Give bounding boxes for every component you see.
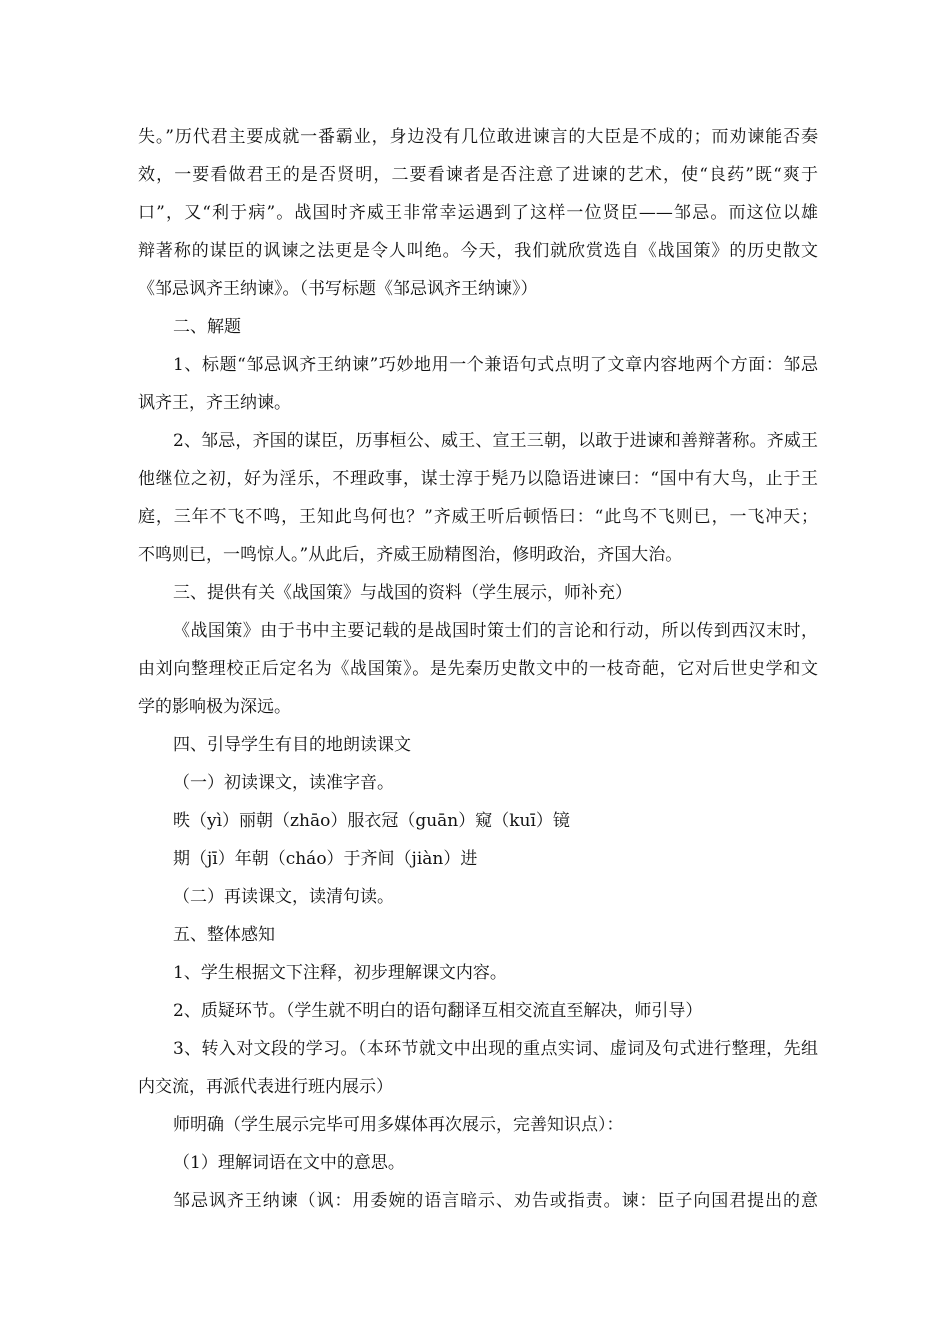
text-line: 四、引导学生有目的地朗读课文: [173, 735, 411, 755]
text-line: 讽齐王，齐王纳谏。: [138, 393, 291, 413]
text-line: 效，一要看做君王的是否贤明，二要看谏者是否注意了进谏的艺术，使“良药”既“爽于: [138, 165, 818, 185]
text-line: 邹忌讽齐王纳谏（讽：用委婉的语言暗示、劝告或指责。谏：臣子向国君提出的意: [173, 1191, 818, 1211]
text-line: 失。”历代君主要成就一番霸业，身边没有几位敢进谏言的大臣是不成的；而劝谏能否奏: [138, 127, 818, 147]
text-line: 2、质疑环节。（学生就不明白的语句翻译互相交流直至解决，师引导）: [173, 1001, 703, 1021]
text-line: 三、提供有关《战国策》与战国的资料（学生展示，师补充）: [173, 583, 632, 603]
text-line: 辩著称的谋臣的讽谏之法更是令人叫绝。今天，我们就欣赏选自《战国策》的历史散文: [138, 241, 818, 261]
text-line: 昳（yì）丽朝（zhāo）服衣冠（guān）窥（kuī）镜: [173, 811, 570, 831]
text-line: 学的影响极为深远。: [138, 697, 291, 717]
text-line: 内交流，再派代表进行班内展示）: [138, 1077, 393, 1097]
text-line: 《邹忌讽齐王纳谏》。（书写标题《邹忌讽齐王纳谏》）: [138, 279, 538, 299]
text-line: （1）理解词语在文中的意思。: [173, 1153, 405, 1173]
text-line: 2、邹忌，齐国的谋臣，历事桓公、威王、宣王三朝，以敢于进谏和善辩著称。齐威王: [173, 431, 818, 451]
text-line: 二、解题: [173, 317, 241, 337]
text-line: 庭，三年不飞不鸣，王知此鸟何也？”齐威王听后顿悟曰：“此鸟不飞则已，一飞冲天；: [138, 507, 818, 527]
text-line: 1、标题“邹忌讽齐王纳谏”巧妙地用一个兼语句式点明了文章内容地两个方面：邹忌: [173, 355, 818, 375]
text-line: 五、整体感知: [173, 925, 275, 945]
text-line: （二）再读课文，读清句读。: [173, 887, 394, 907]
text-line: 3、转入对文段的学习。（本环节就文中出现的重点实词、虚词及句式进行整理，先组: [173, 1039, 818, 1059]
text-line: 他继位之初，好为淫乐，不理政事，谋士淳于髡乃以隐语进谏曰：“国中有大鸟，止于王: [138, 469, 818, 489]
text-line: 师明确（学生展示完毕可用多媒体再次展示，完善知识点）：: [173, 1115, 624, 1135]
text-line: 不鸣则已，一鸣惊人。”从此后，齐威王励精图治，修明政治，齐国大治。: [138, 545, 683, 565]
document-body: [138, 118, 818, 1220]
text-line: 《战国策》由于书中主要记载的是战国时策士们的言论和行动，所以传到西汉末时，: [173, 621, 818, 641]
text-line: 1、学生根据文下注释，初步理解课文内容。: [173, 963, 507, 983]
text-line: 由刘向整理校正后定名为《战国策》。是先秦历史散文中的一枝奇葩，它对后世史学和文: [138, 659, 818, 679]
text-line: 口”，又“利于病”。战国时齐威王非常幸运遇到了这样一位贤臣——邹忌。而这位以雄: [138, 203, 818, 223]
text-line: 期（jī）年朝（cháo）于齐间（jiàn）进: [173, 849, 478, 869]
text-line: （一）初读课文，读准字音。: [173, 773, 394, 793]
